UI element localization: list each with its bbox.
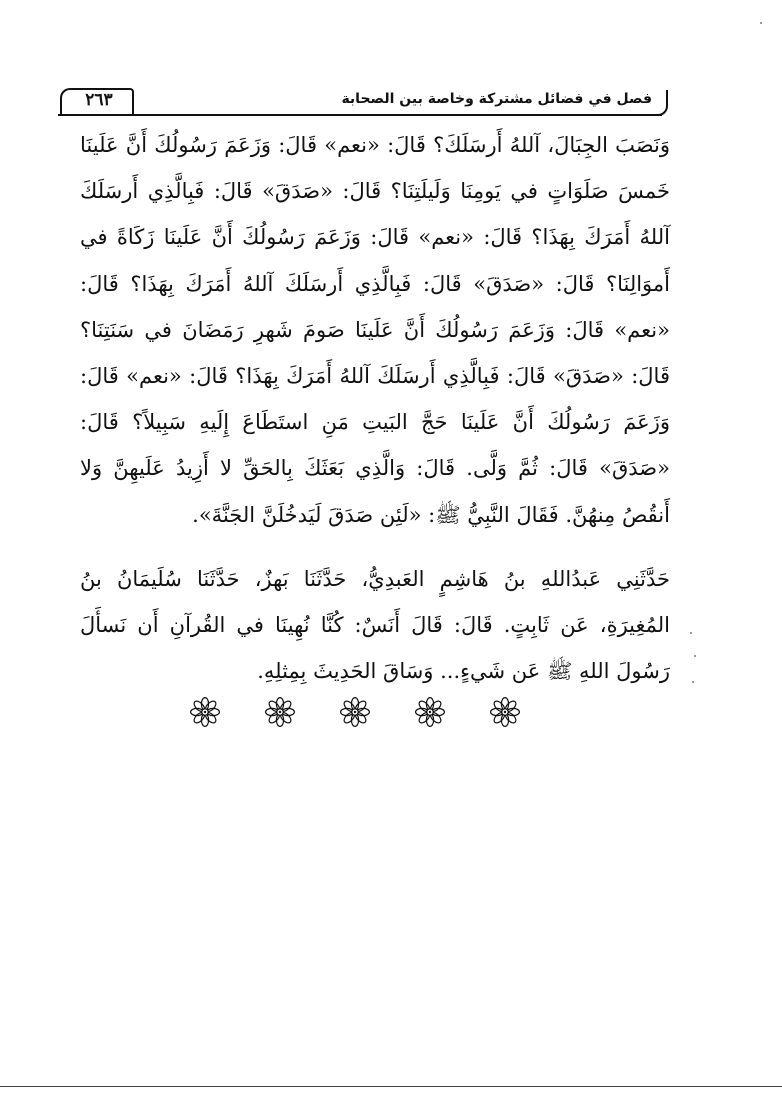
chapter-title: فصل في فضائل مشتركة وخاصة بين الصحابة bbox=[341, 91, 652, 107]
floral-ornament-icon bbox=[190, 697, 220, 727]
scan-speck bbox=[694, 655, 696, 657]
scan-edge-line bbox=[0, 1086, 782, 1087]
page-number-box bbox=[60, 88, 136, 115]
main-text bbox=[80, 122, 670, 694]
floral-ornament-icon bbox=[340, 697, 370, 727]
scan-speck bbox=[692, 681, 694, 683]
header-corner-flourish bbox=[656, 90, 668, 116]
page-number: ٢٦٣ bbox=[85, 90, 113, 110]
floral-ornament-icon bbox=[265, 697, 295, 727]
running-header bbox=[58, 88, 662, 116]
scan-speck bbox=[690, 632, 692, 634]
section-end-ornaments bbox=[190, 695, 520, 729]
isnad-paragraph: حَدَّثَنِي عَبدُاللهِ بنُ هَاشِمٍ العَبدِيُّ، حَدَّثَنَا بَهزٌ، حَدَّثَنَا سُلَيمَانُ بنُ المُغِيرَةِ، عَن ثَابِتٍ. قَالَ: قَالَ أَنَسٌ: كُنَّا نُهِينَا في القُرآنِ أَن نَسأَلَ رَسُولَ اللهِ ﷺ عَن شَيءٍ... وَسَاقَ الحَدِيثَ بِمِثلِهِ. bbox=[80, 566, 670, 684]
header-rule bbox=[58, 114, 662, 116]
hadith-paragraph: وَنَصَبَ الجِبَالَ، آللهُ أَرسَلَكَ؟ قَالَ: «نعم» قَالَ: وَزَعَمَ رَسُولُكَ أَنَّ عَلَينَا خَمسَ صَلَوَاتٍ في يَومِنَا وَلَيلَتِنَا؟ قَالَ: «صَدَقَ» قَالَ: فَبِالَّذِي أَرسَلَكَ آللهُ أَمَرَكَ بِهَذَا؟ قَالَ: «نعم» قَالَ: وَزَعَمَ رَسُولُكَ أَنَّ عَلَينَا زَكَاةً في أَموَالِنَا؟ قَالَ: «صَدَقَ» قَالَ: فَبِالَّذِي أَرسَلَكَ آللهُ أَمَرَكَ بِهَذَا؟ قَالَ: «نعم» قَالَ: وَزَعَمَ رَسُولُكَ أَنَّ عَلَينَا صَومَ شَهرِ رَمَضَانَ في سَنَتِنَا؟ قَالَ: «صَدَقَ» قَالَ: فَبِالَّذِي أَرسَلَكَ آللهُ أَمَرَكَ بِهَذَا؟ قَالَ: «نعم» قَالَ: وَزَعَمَ رَسُولُكَ أَنَّ عَلَينَا حَجَّ البَيتِ مَنِ استَطَاعَ إِلَيهِ سَبِيلاً؟ قَالَ: «صَدَقَ» قَالَ: ثُمَّ وَلَّى. قَالَ: وَالَّذِي بَعَثَكَ بِالحَقِّ لا أَزِيدُ عَلَيهِنَّ وَلا أَنقُصُ مِنهُنَّ. فَقَالَ النَّبِيُّ ﷺ: «لَئِن صَدَقَ لَيَدخُلَنَّ الجَنَّةَ». bbox=[80, 133, 670, 527]
floral-ornament-icon bbox=[490, 697, 520, 727]
floral-ornament-icon bbox=[415, 697, 445, 727]
scan-speck bbox=[760, 22, 762, 24]
